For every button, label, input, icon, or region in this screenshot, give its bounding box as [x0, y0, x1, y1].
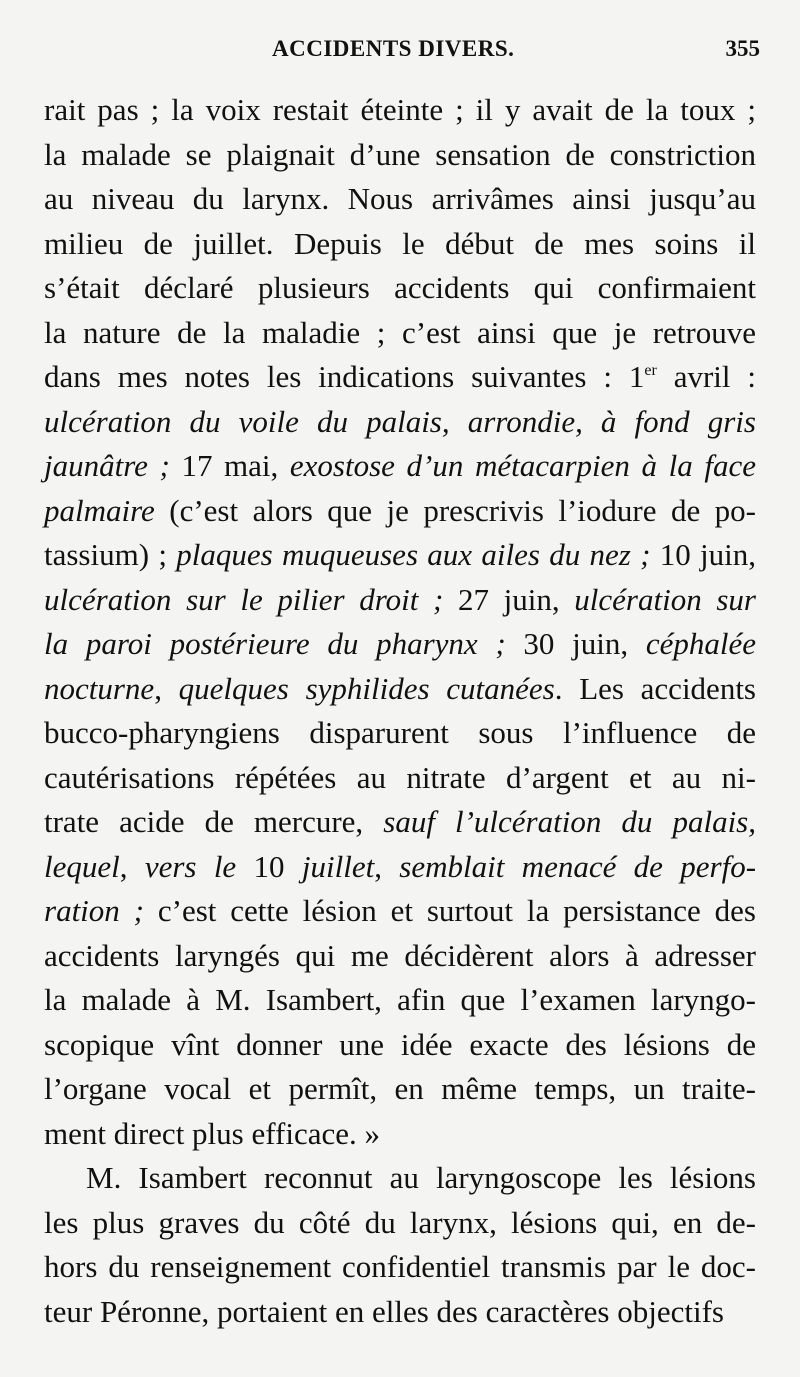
text-segment: s’était déclaré plusieurs accidents qui confirmaient	[44, 270, 756, 305]
text-line	[44, 978, 756, 1023]
text-segment: ,	[154, 670, 179, 706]
body-text	[44, 88, 756, 1334]
text-line	[44, 1290, 756, 1335]
text-segment: bucco-pharyngiens disparurent sous l’influence de	[44, 715, 756, 750]
italic-text: nocturne	[44, 670, 155, 706]
italic-text: ulcération du voile du palais, arrondie, à fond gris	[44, 403, 756, 439]
page-header	[44, 36, 760, 70]
italic-text: céphalée	[645, 626, 756, 661]
text-segment: M. Isambert reconnut au laryngoscope les lésions	[86, 1160, 756, 1195]
text-segment: c’est cette lésion et surtout la persistance des	[144, 893, 756, 928]
italic-text: juillet	[301, 848, 375, 884]
text-segment: l’organe vocal et permît, en même temps, un traite-	[44, 1071, 756, 1106]
text-line	[44, 444, 756, 489]
text-line	[44, 1201, 756, 1246]
text-segment: la nature de la maladie ; c’est ainsi que je retrouve	[44, 314, 756, 350]
text-segment: ,	[119, 848, 145, 884]
text-segment: la malade à M. Isambert, afin que l’examen laryngo-	[44, 982, 756, 1017]
italic-text: plaques muqueuses aux ailes du nez ;	[176, 537, 651, 572]
text-segment: teur Péronne, portaient en elles des caractères objectifs	[44, 1293, 724, 1329]
text-segment: rait pas ; la voix restait éteinte ; il y avait de la toux ;	[44, 92, 756, 127]
text-line	[44, 400, 756, 445]
text-line	[44, 133, 756, 178]
italic-text: palmaire	[44, 492, 155, 528]
text-line	[44, 222, 756, 267]
text-line	[44, 355, 756, 400]
text-segment: milieu de juillet. Depuis le début de mes soins il	[44, 225, 756, 261]
page-number: 355	[725, 36, 760, 61]
text-line	[44, 934, 756, 979]
text-line	[44, 667, 756, 712]
text-line	[44, 756, 756, 801]
italic-text: quelques syphilides cutanées	[178, 670, 555, 706]
text-segment: avril :	[656, 359, 757, 394]
superscript: er	[644, 362, 657, 379]
text-segment: 27 juin,	[443, 581, 575, 617]
text-segment: ,	[374, 848, 400, 884]
italic-text: ulcération sur le pilier droit ;	[44, 581, 444, 617]
text-line	[44, 578, 756, 623]
text-segment: la malade se plaignait d’une sensation de constriction	[44, 136, 756, 172]
text-line	[44, 266, 756, 311]
text-segment: 10	[236, 848, 302, 884]
italic-text: ration ;	[44, 893, 144, 928]
text-line	[44, 1156, 756, 1201]
text-segment: cautérisations répétées au nitrate d’argent et au ni-	[44, 759, 756, 795]
text-segment: scopique vînt donner une idée exacte des lésions de	[44, 1026, 756, 1062]
italic-text: sauf l’ulcération du palais,	[383, 804, 756, 839]
text-line	[44, 311, 756, 356]
text-segment: 10 juin,	[650, 537, 756, 572]
italic-text: semblait menacé de perfo-	[399, 848, 757, 884]
text-segment: . Les accidents	[554, 670, 756, 706]
text-line	[44, 1023, 756, 1068]
text-segment: 30 juin,	[505, 626, 646, 661]
text-line	[44, 88, 756, 133]
text-line	[44, 533, 756, 578]
text-segment: les plus graves du côté du larynx, lésions qui, en de-	[44, 1204, 756, 1240]
text-line	[44, 1112, 756, 1157]
text-line	[44, 800, 756, 845]
text-segment: hors du renseignement confidentiel transmis par le doc-	[44, 1249, 756, 1284]
text-line	[44, 889, 756, 934]
running-title: ACCIDENTS DIVERS.	[272, 36, 515, 61]
text-segment: ment direct plus efficace. »	[44, 1115, 380, 1151]
text-line	[44, 177, 756, 222]
italic-text: la paroi postérieure du pharynx ;	[44, 626, 506, 661]
italic-text: exostose d’un métacarpien à la face	[289, 448, 756, 483]
italic-text: vers le	[144, 848, 237, 884]
text-segment: (c’est alors que je prescrivis l’iodure de po-	[154, 492, 756, 528]
italic-text: jaunâtre ;	[44, 448, 170, 483]
text-segment: au niveau du larynx. Nous arrivâmes ainsi jusqu’au	[44, 181, 756, 216]
text-segment: tassium) ;	[44, 537, 177, 572]
text-line	[44, 711, 756, 756]
italic-text: ulcération sur	[574, 581, 756, 617]
italic-text: lequel	[44, 848, 120, 884]
text-segment: 17 mai,	[169, 448, 290, 483]
text-line	[44, 1245, 756, 1290]
text-line	[44, 622, 756, 667]
text-line	[44, 845, 756, 890]
text-line	[44, 489, 756, 534]
text-segment: trate acide de mercure,	[44, 804, 384, 839]
text-segment: accidents laryngés qui me décidèrent alors à adresser	[44, 937, 756, 973]
text-line	[44, 1067, 756, 1112]
text-segment: dans mes notes les indications suivantes : 1	[44, 359, 645, 394]
